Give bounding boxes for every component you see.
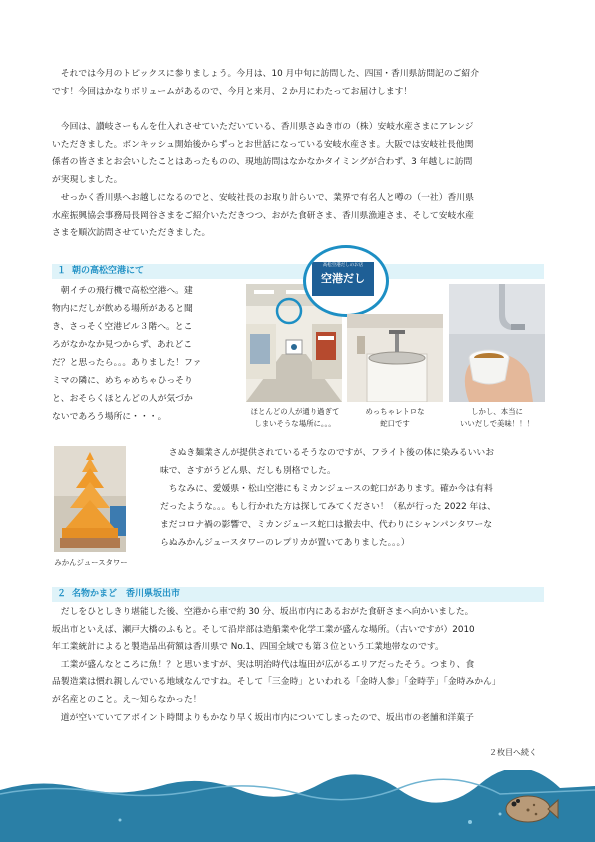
body-line: だ？と思ったら。。。ありました！ファ <box>52 358 202 368</box>
para-line: せっかく香川県へお越しになるのでと、安岐社長のお取り計らいで、業界で有名人と噂の（一社）香川県 <box>60 192 474 203</box>
body-line: らぬみかんジュースタワーのレプリカが置いてありました。。。） <box>160 538 410 548</box>
section-number: １ <box>57 266 67 276</box>
highlight-circle-icon <box>274 296 304 326</box>
section2-body <box>52 604 545 727</box>
para-line: さまを順次訪問させていただきました。 <box>52 228 211 239</box>
para-line: 係者の皆さまとお会いしたことはあったものの、現地訪問はなかなかタイミングが合わず、3 年越しに訪問 <box>52 157 473 168</box>
section-title: 朝の高松空港にて <box>72 266 145 276</box>
body-line: まだコロナ禍の影響で、ミカンジュース蛇口は撤去中、代わりにシャンパンタワーな <box>160 520 493 530</box>
body-line: ミマの隣に、めちゃめちゃひっそり <box>52 376 193 386</box>
body-line: ろがなかなか見つからず、あれどこ <box>52 340 193 350</box>
body-line: だしをひとしきり堪能した後、空港から車で約 30 分、坂出市内にあるおがた食研さまへ向かいました。 <box>60 607 474 617</box>
para-line: いただきました。ボンキッシュ開始後からずっとお世話になっている安岐水産さま。大阪では安岐社長他関 <box>52 139 474 150</box>
caption-line: いいだしで美味！！！ <box>460 418 534 428</box>
orange-juice-tower-photo <box>54 446 126 552</box>
section1-body <box>52 282 242 426</box>
body-line: だったような。。。もし行かれた方は探してみてください！（私が行った 2022 年は、 <box>160 502 496 512</box>
body-line: 朝イチの飛行機で高松空港へ。建 <box>60 286 193 296</box>
caption-line: ほとんどの人が通り過ぎて <box>250 407 340 416</box>
caption-tower: みかんジュースタワー <box>54 558 128 567</box>
caption-faucet <box>345 406 445 429</box>
caption-line: 蛇口です <box>380 418 410 428</box>
body-line: ちなみに、愛媛県・松山空港にもミカンジュースの蛇口があります。確か今は有料 <box>168 484 493 494</box>
airport-dashi-sign <box>312 262 374 296</box>
body-line: さぬき麺業さんが提供されているそうなのですが、フライト後の体に染みるいいお <box>168 448 495 458</box>
body-line: 道が空いていてアポイント時間よりもかなり早く坂出市内についてしまったので、坂出市の老舗和洋菓子 <box>60 712 474 723</box>
section-heading-1 <box>52 264 544 279</box>
dashi-cup-photo <box>449 284 545 402</box>
intro-line: それでは今月のトピックスに参りましょう。今月は、10 月中旬に訪問した、四国・香川県訪問記のご紹介 <box>60 69 480 79</box>
para-line: が実現しました。 <box>52 175 123 186</box>
caption-line: しまいそうな場所に。。。 <box>254 418 336 428</box>
retro-faucet-photo <box>347 314 443 402</box>
intro-line: です！今回はかなりボリュームがあるので、今月と来月、２か月にわたってお届けします！ <box>52 86 413 97</box>
body-line: が名産とのこと。え～知らなかった！ <box>52 694 202 705</box>
body-line: き、さっそく空港ビル３階へ。とこ <box>52 322 193 332</box>
flounder-fish-icon <box>500 792 560 826</box>
body-line: 品製造業は慣れ親しんでいる地域なんですね。そして「三金時」といわれる「金時人参」「金時芋」「金時みかん」 <box>52 677 501 688</box>
visit-paragraph <box>52 119 545 243</box>
sign-small-text: 高松空港だしのお店 <box>322 263 364 268</box>
caption-corridor <box>240 406 350 429</box>
caption-line: めっちゃレトロな <box>365 407 425 416</box>
body-line: 坂出市といえば、瀬戸大橋のふもと。そして沿岸部は造船業や化学工業が盛んな場所。（古いですが）2010 <box>52 624 475 635</box>
continued-note: ２枚目へ続く <box>489 748 537 757</box>
para-line: 水産振興協会事務局長岡谷さまをご紹介いただきつつ、おがた食研さま、香川県漁連さま、そして安岐水産 <box>52 210 474 221</box>
para-line: 今回は、讃岐さーもんを仕入れさせていただいている、香川県さぬき市の（株）安岐水産さまにアレンジ <box>60 122 474 132</box>
section-title: 名物かまど 香川県坂出市 <box>72 589 181 599</box>
section-heading-2 <box>52 587 544 602</box>
section-number: ２ <box>57 589 67 599</box>
body-line: 物内にだしが飲める場所があると聞 <box>52 304 193 314</box>
body-line: 年工業統計によると製造品出荷額は香川県で No.1、四国全域でも第３位という工業地帯なのです。 <box>52 642 444 653</box>
section1-body2 <box>160 444 545 552</box>
body-line: 味で、さすがうどん県、だしも別格でした。 <box>160 466 336 476</box>
body-line: 工業が盛んなところに魚！？と思いますが、実は明治時代は塩田が広がるエリアだったそう。つまり、食 <box>60 659 475 670</box>
intro-paragraph <box>52 66 545 101</box>
sign-text: 空港だし <box>321 272 365 285</box>
sign-closeup-callout <box>303 245 389 317</box>
body-line: と、おそらくほとんどの人が気づか <box>52 394 193 404</box>
caption-line: しかし、本当に <box>471 407 523 416</box>
body-line: ないであろう場所に・・・。 <box>52 412 167 422</box>
caption-cup <box>445 406 549 429</box>
